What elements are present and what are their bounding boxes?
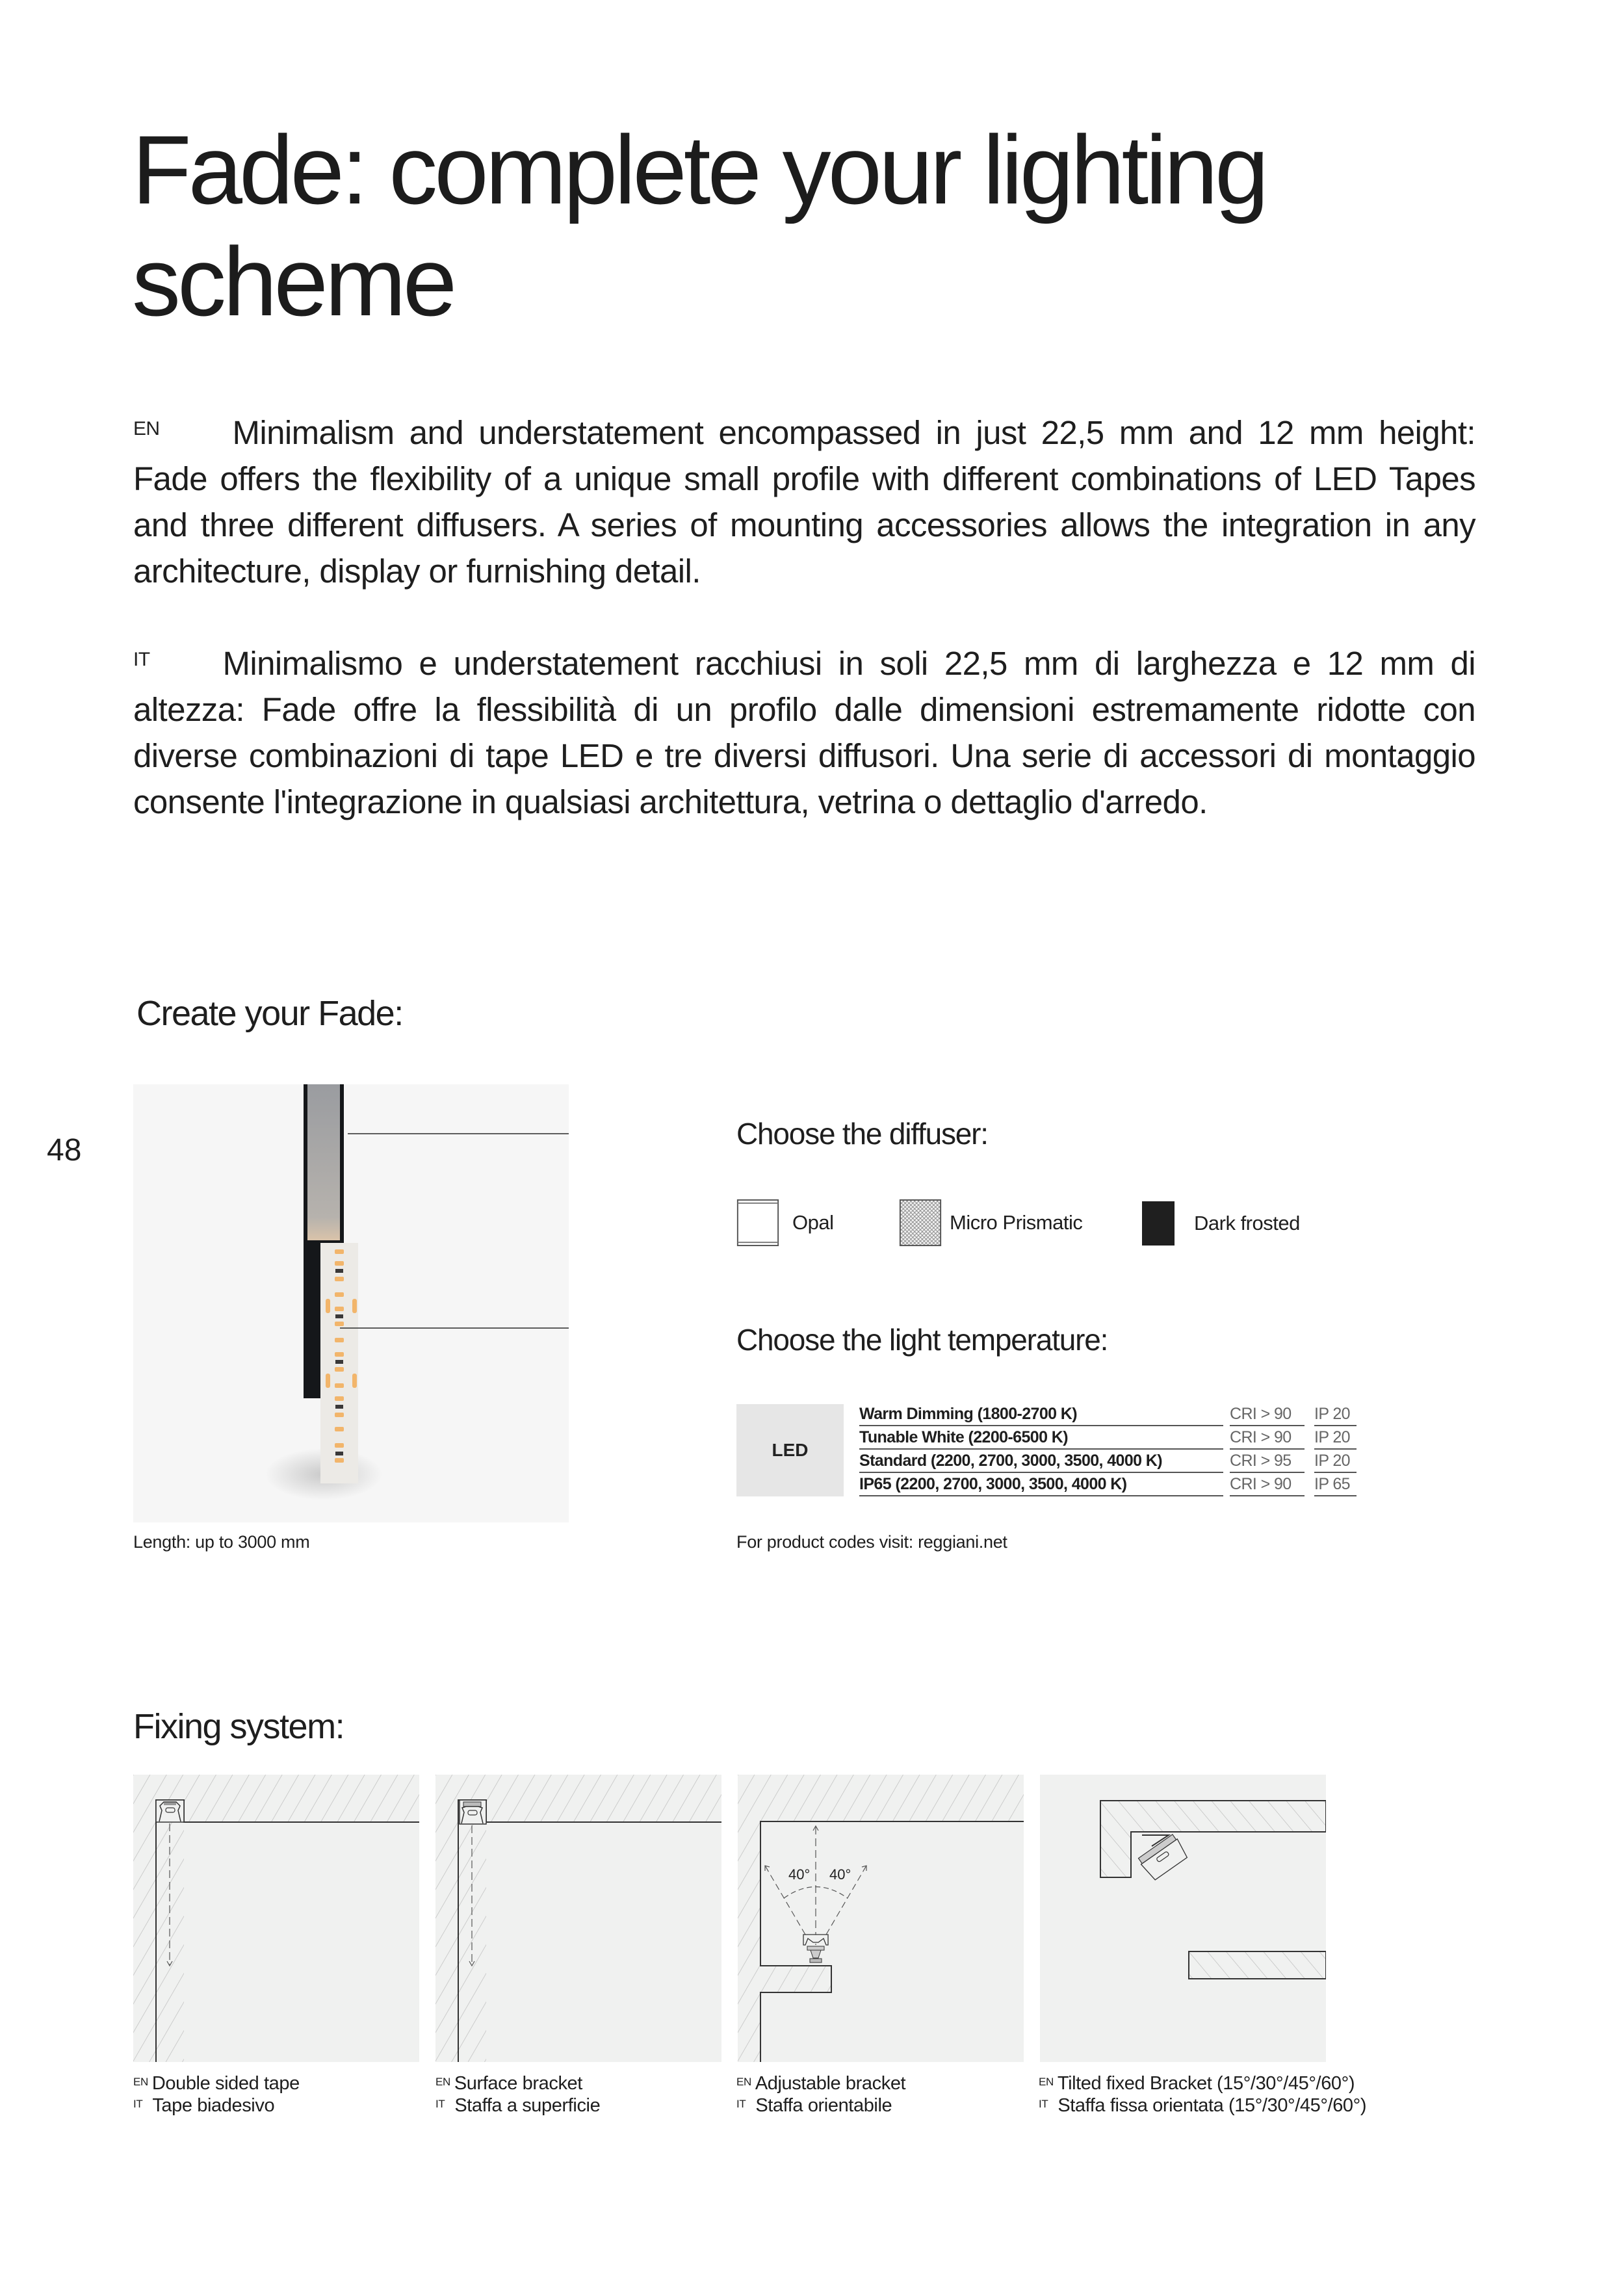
product-photo (133, 1084, 569, 1522)
page-title: Fade: complete your lighting scheme (132, 115, 1266, 336)
intro-it-text: Minimalismo e understatement racchiusi in soli 22,5 mm di larghezza e 12 mm di altezza: Fade offre la flessibilità di un profilo dalle dimensioni estremamente ridotte con diverse combinazioni di tape LED e tre diversi diffusori. Una serie di accessori di montaggio consente l'integrazione in qualsiasi architettura, vetrina o dettaglio d'arredo. (133, 645, 1475, 820)
cri-value: CRI > 95 (1230, 1450, 1305, 1473)
angle-label-right: 40° (829, 1866, 851, 1883)
fixing-caption-tilted-fixed-bracket: $^{EN}$ Tilted fixed Bracket (15°/30°/45°/60°) $^{IT}$ Staffa fissa orientata (15°/30°/45°/60°) (1039, 2073, 1367, 2116)
cri-value: CRI > 90 (1230, 1403, 1305, 1426)
lang-tag-en: EN (133, 418, 160, 439)
diffuser-option-dark-frosted[interactable] (1142, 1201, 1300, 1246)
angle-label-left: 40° (788, 1866, 811, 1883)
temperature-row[interactable] (859, 1403, 1379, 1426)
intro-en-paragraph (133, 410, 1475, 594)
temperature-name: Tunable White (2200-6500 K) (859, 1426, 1223, 1450)
diffuser-option-opal[interactable] (736, 1199, 833, 1246)
fixing-diagram-adjustable-bracket (738, 1775, 1024, 2062)
opal-swatch-icon (736, 1199, 779, 1246)
diffuser-label-micro-prismatic: Micro Prismatic (950, 1211, 1083, 1234)
diffuser-label-dark-frosted: Dark frosted (1194, 1212, 1300, 1234)
page-number: 48 (47, 1133, 82, 1168)
ip-value: IP 20 (1314, 1450, 1357, 1473)
fixing-diagram-double-sided-tape (133, 1775, 419, 2062)
intro-en-text: Minimalism and understatement encompassed in just 22,5 mm and 12 mm height: Fade offers the flexibility of a unique small profile with different combinations of LED Tapes and three different diffusers. A series of mounting accessories allows the integration in any architecture, display or furnishing detail. (133, 414, 1475, 590)
cri-value: CRI > 90 (1230, 1426, 1305, 1450)
micro-prismatic-swatch-icon (899, 1199, 942, 1246)
fade-profile-illustration (133, 1084, 569, 1522)
intro-it-paragraph (133, 640, 1475, 825)
fixing-caption-double-sided-tape: $^{EN}$ Double sided tape $^{IT}$ Tape biadesivo (133, 2073, 300, 2116)
lang-tag-it: IT (133, 649, 150, 670)
ip-value: IP 20 (1314, 1426, 1357, 1450)
temperature-heading: Choose the light temperature: (736, 1323, 1108, 1357)
product-codes-note: For product codes visit: reggiani.net (736, 1532, 1007, 1552)
fixing-caption-adjustable-bracket: $^{EN}$ Adjustable bracket $^{IT}$ Staffa orientabile (736, 2073, 906, 2116)
diffuser-label-opal: Opal (792, 1211, 834, 1234)
temperature-row[interactable] (859, 1426, 1379, 1450)
ip-value: IP 20 (1314, 1403, 1357, 1426)
cri-value: CRI > 90 (1230, 1473, 1305, 1496)
diffuser-option-micro-prismatic[interactable] (899, 1199, 1082, 1246)
led-source-label: LED (736, 1404, 844, 1496)
fixing-diagram-surface-bracket (435, 1775, 721, 2062)
dark-frosted-swatch-icon (1142, 1201, 1175, 1246)
fixing-heading: Fixing system: (133, 1707, 344, 1746)
length-note: Length: up to 3000 mm (133, 1532, 310, 1552)
temperature-table (859, 1403, 1379, 1500)
diffuser-heading: Choose the diffuser: (736, 1117, 988, 1151)
temperature-name: Standard (2200, 2700, 3000, 3500, 4000 K) (859, 1450, 1223, 1473)
ip-value: IP 65 (1314, 1473, 1357, 1496)
create-heading: Create your Fade: (136, 994, 403, 1033)
temperature-name: IP65 (2200, 2700, 3000, 3500, 4000 K) (859, 1473, 1223, 1496)
fixing-caption-surface-bracket: $^{EN}$ Surface bracket $^{IT}$ Staffa a superficie (435, 2073, 601, 2116)
temperature-row[interactable] (859, 1450, 1379, 1473)
temperature-name: Warm Dimming (1800-2700 K) (859, 1403, 1223, 1426)
temperature-row[interactable] (859, 1473, 1379, 1496)
fixing-diagram-tilted-fixed-bracket (1040, 1775, 1326, 2062)
